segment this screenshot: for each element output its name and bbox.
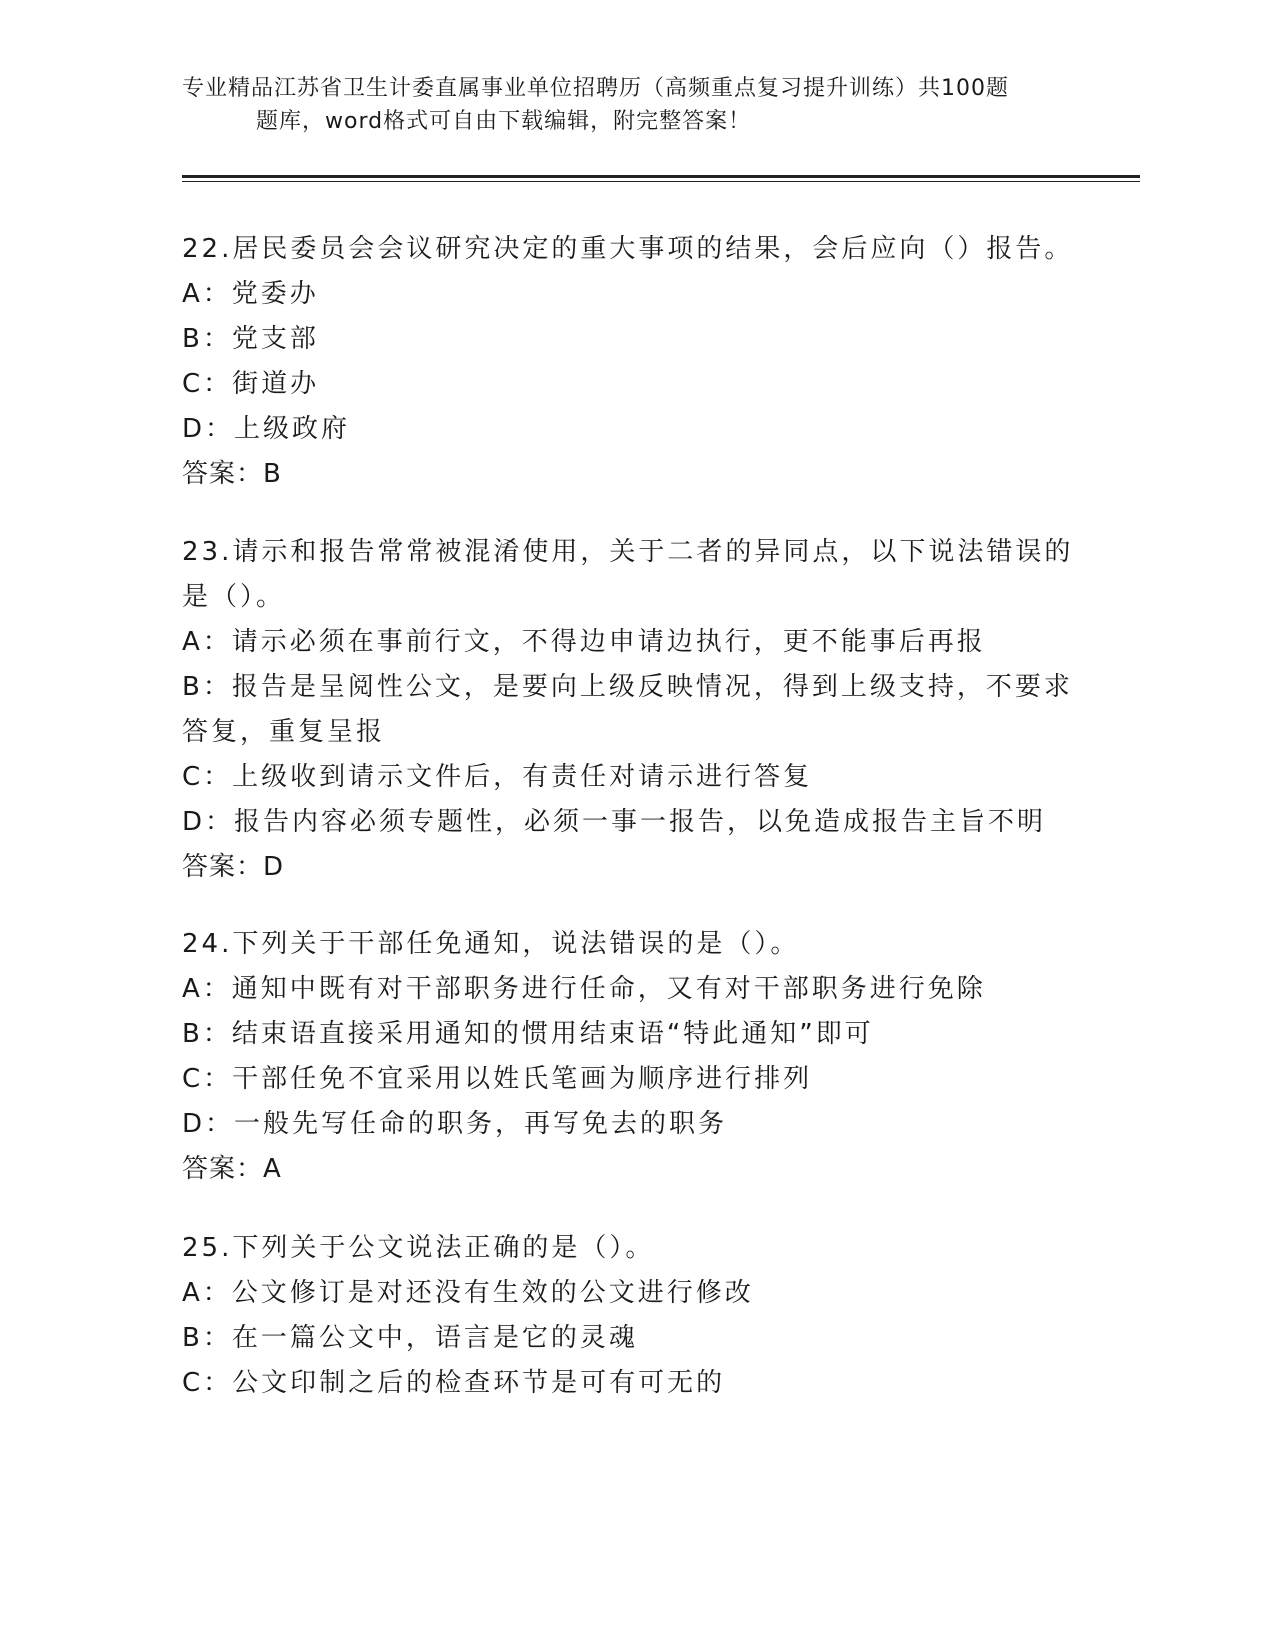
option-c: C：干部任免不宜采用以姓氏笔画为顺序进行排列 xyxy=(182,1064,813,1094)
option-b: B：党支部 xyxy=(182,324,319,354)
option-b-continued: 答复，重复呈报 xyxy=(182,717,386,747)
question-25 xyxy=(182,1226,1082,1406)
option-a: A：通知中既有对干部职务进行任命，又有对干部职务进行免除 xyxy=(182,974,986,1004)
question-24 xyxy=(182,922,1082,1192)
option-d: D：上级政府 xyxy=(182,414,351,444)
option-a: A：请示必须在事前行文，不得边申请边执行，更不能事后再报 xyxy=(182,627,986,657)
option-a: A：党委办 xyxy=(182,279,319,309)
question-22 xyxy=(182,227,1082,497)
option-d: D：一般先写任命的职务，再写免去的职务 xyxy=(182,1109,728,1139)
option-b: B：报告是呈阅性公文，是要向上级反映情况，得到上级支持，不要求 xyxy=(182,672,1073,702)
option-c: C：公文印制之后的检查环节是可有可无的 xyxy=(182,1368,726,1398)
header-line-2: 题库，word格式可自由下载编辑，附完整答案！ xyxy=(256,109,752,134)
header-rule-thick xyxy=(182,175,1140,178)
answer: 答案：D xyxy=(182,852,285,882)
question-stem: 24.下列关于干部任免通知，说法错误的是（）。 xyxy=(182,929,800,959)
question-stem-line-1: 23.请示和报告常常被混淆使用，关于二者的异同点，以下说法错误的 xyxy=(182,537,1074,567)
question-23 xyxy=(182,530,1082,890)
question-stem-line-2: 是（）。 xyxy=(182,582,286,612)
option-d: D：报告内容必须专题性，必须一事一报告，以免造成报告主旨不明 xyxy=(182,807,1047,837)
option-b: B：在一篇公文中，语言是它的灵魂 xyxy=(182,1323,638,1353)
header-rule-thin xyxy=(182,181,1140,182)
question-stem: 22.居民委员会会议研究决定的重大事项的结果，会后应向（）报告。 xyxy=(182,234,1074,264)
option-c: C：上级收到请示文件后，有责任对请示进行答复 xyxy=(182,762,813,792)
answer: 答案：B xyxy=(182,459,282,489)
document-header xyxy=(182,72,1082,138)
option-b: B：结束语直接采用通知的惯用结束语“特此通知”即可 xyxy=(182,1019,874,1049)
option-a: A：公文修订是对还没有生效的公文进行修改 xyxy=(182,1278,754,1308)
header-line-1: 专业精品江苏省卫生计委直属事业单位招聘历（高频重点复习提升训练）共100题 xyxy=(182,76,1009,101)
option-c: C：街道办 xyxy=(182,369,320,399)
question-stem: 25.下列关于公文说法正确的是（）。 xyxy=(182,1233,655,1263)
answer: 答案：A xyxy=(182,1154,282,1184)
